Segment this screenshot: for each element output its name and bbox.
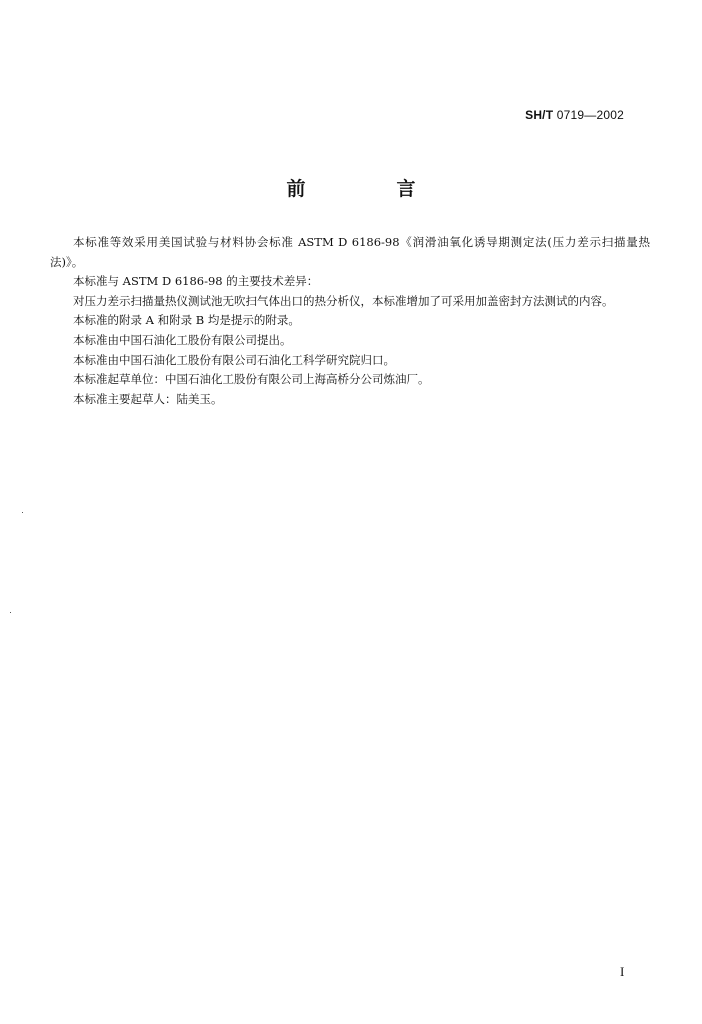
page-title: 前 言 xyxy=(286,178,452,200)
standard-number xyxy=(525,108,624,122)
paragraph-appendices: 本标准的附录 A 和附录 B 均是提示的附录。 xyxy=(73,313,300,328)
paragraph-administrator: 本标准由中国石油化工股份有限公司石油化工科学研究院归口。 xyxy=(73,352,395,367)
paragraph-differences-intro: 本标准与 ASTM D 6186-98 的主要技术差异： xyxy=(73,274,319,289)
page-number: I xyxy=(620,964,625,979)
scan-speck xyxy=(22,512,23,513)
scan-speck xyxy=(10,612,11,613)
paragraph-differences-detail: 对压力差示扫描量热仪测试池无吹扫气体出口的热分析仪，本标准增加了可采用加盖密封方法测试的内容。 xyxy=(73,293,614,308)
paragraph-drafters: 本标准主要起草人：陆美玉。 xyxy=(73,391,223,406)
paragraph-adoption: 本标准等效采用美国试验与材料协会标准 ASTM D 6186-98《润滑油氧化诱导期测定法(压力差示扫描量热法)》。 xyxy=(50,235,650,269)
paragraph-drafting-unit: 本标准起草单位：中国石油化工股份有限公司上海高桥分公司炼油厂。 xyxy=(73,372,430,387)
foreword-body xyxy=(50,233,650,409)
standard-year-number: 0719—2002 xyxy=(556,108,624,122)
standard-code: SH/T xyxy=(525,108,554,122)
paragraph-proposer: 本标准由中国石油化工股份有限公司提出。 xyxy=(73,332,292,347)
